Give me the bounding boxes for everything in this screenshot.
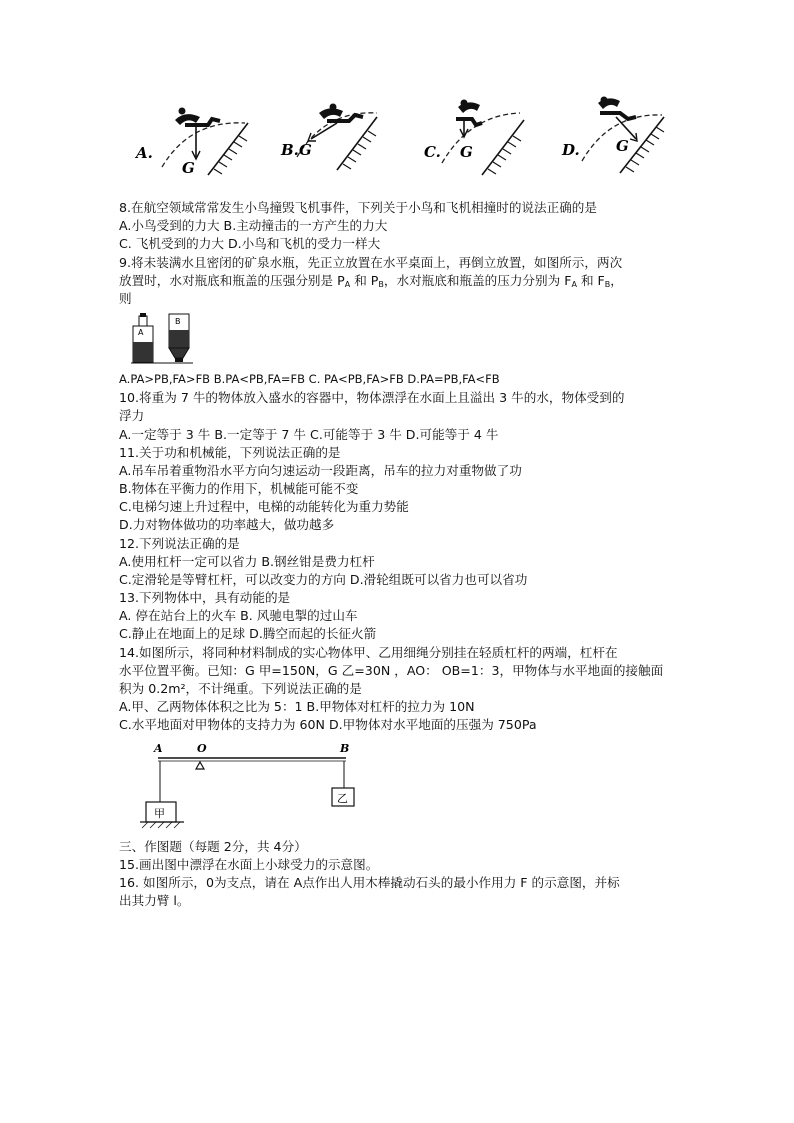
q11-stem: 11.关于功和机械能，下列说法正确的是 bbox=[119, 445, 341, 460]
q11-option-a: A.吊车吊着重物沿水平方向匀速运动一段距离，吊车的拉力对重物做了功 bbox=[119, 463, 522, 478]
q9-line3: 则 bbox=[119, 291, 132, 306]
lever-point-a: A bbox=[154, 742, 163, 755]
q9-line2: 放置时，水对瓶底和瓶盖的压强分别是 $P_A$ 和 $P_B$，水对瓶底和瓶盖的压力分别为 $F_A$ 和 $F_B$， bbox=[119, 273, 623, 289]
q13-options-cd: C.静止在地面上的足球 D.腾空而起的长征火箭 bbox=[119, 626, 377, 641]
q8-stem: 8.在航空领域常常发生小鸟撞毁飞机事件，下列关于小鸟和飞机相撞时的说法正确的是 bbox=[119, 200, 597, 215]
panel-d-letter: D. bbox=[562, 141, 580, 159]
q14-line2: 水平位置平衡。已知：G 甲=150N，G 乙=30N ，AO： OB=1：3，甲物体与水平地面的接触面 bbox=[119, 663, 664, 678]
q11-option-b: B.物体在平衡力的作用下，机械能可能不变 bbox=[119, 481, 359, 496]
q13-options-ab: A. 停在站台上的火车 B. 风驰电掣的过山车 bbox=[119, 608, 358, 623]
skier-panel-d bbox=[561, 97, 664, 174]
q14-line3: 积为 0.2m²，不计绳重。下列说法正确的是 bbox=[119, 681, 362, 696]
q14-line1: 14.如图所示，将同种材料制成的实心物体甲、乙用细绳分别挂在轻质杠杆的两端，杠杆在 bbox=[119, 645, 618, 660]
q9-line1: 9.将未装满水且密闭的矿泉水瓶，先正立放置在水平桌面上，再倒立放置，如图所示，两次 bbox=[119, 255, 623, 270]
q12-options-cd: C.定滑轮是等臂杠杆，可以改变力的方向 D.滑轮组既可以省力也可以省功 bbox=[119, 572, 528, 587]
bottles-svg bbox=[131, 312, 193, 366]
q12-options-ab: A.使用杠杆一定可以省力 B.钢丝钳是费力杠杆 bbox=[119, 554, 375, 569]
skier-figure-svg bbox=[130, 95, 670, 185]
skier-panel-c bbox=[424, 100, 524, 176]
lever-figure bbox=[140, 738, 380, 834]
q16-line2: 出其力臂 l。 bbox=[119, 893, 190, 908]
panel-a-force: G bbox=[182, 159, 195, 177]
lever-svg bbox=[140, 738, 380, 834]
box-yi-label: 乙 bbox=[337, 792, 348, 805]
q10-options: A.一定等于 3 牛 B.一定等于 7 牛 C.可能等于 3 牛 D.可能等于 4 牛 bbox=[119, 427, 499, 442]
q13-stem: 13.下列物体中，具有动能的是 bbox=[119, 590, 291, 605]
q9-options: A.PA>PB,FA>FB B.PA<PB,FA=FB C. PA<PB,FA>FB D.PA=PB,FA<FB bbox=[119, 372, 500, 386]
q12-stem: 12.下列说法正确的是 bbox=[119, 536, 240, 551]
panel-a-letter: A. bbox=[136, 144, 153, 162]
section3-title: 三、作图题（每题 2分，共 4分） bbox=[119, 839, 307, 854]
skier-panel-b bbox=[280, 104, 377, 171]
q8-options-cd: C. 飞机受到的力大 D.小鸟和飞机的受力一样大 bbox=[119, 236, 381, 251]
panel-d-force: G bbox=[616, 137, 629, 155]
bottles-figure bbox=[131, 312, 193, 366]
bottle-a-label: A bbox=[138, 328, 144, 337]
q16-line1: 16. 如图所示，0为支点，请在 A点作出人用木棒撬动石头的最小作用力 F 的示意图，并标 bbox=[119, 875, 620, 890]
q8-options-ab: A.小鸟受到的力大 B.主动撞击的一方产生的力大 bbox=[119, 218, 388, 233]
q14-options-cd: C.水平地面对甲物体的支持力为 60N D.甲物体对水平地面的压强为 750Pa bbox=[119, 717, 537, 732]
q10-line2: 浮力 bbox=[119, 408, 145, 423]
q11-option-d: D.力对物体做功的功率越大，做功越多 bbox=[119, 517, 335, 532]
q10-line1: 10.将重为 7 牛的物体放入盛水的容器中，物体漂浮在水面上且溢出 3 牛的水，物体受到的 bbox=[119, 390, 625, 405]
skier-figure bbox=[130, 95, 670, 185]
panel-b-letter: B. bbox=[281, 141, 299, 159]
panel-b-force: G bbox=[299, 141, 312, 159]
box-jia-label: 甲 bbox=[154, 807, 165, 820]
skier-panel-a bbox=[134, 108, 248, 178]
bottle-b-label: B bbox=[175, 317, 181, 326]
panel-c-letter: C. bbox=[424, 143, 441, 161]
panel-c-force: G bbox=[460, 143, 473, 161]
q11-option-c: C.电梯匀速上升过程中，电梯的动能转化为重力势能 bbox=[119, 499, 409, 514]
lever-point-o: O bbox=[197, 742, 207, 755]
lever-point-b: B bbox=[340, 742, 350, 755]
q15-text: 15.画出图中漂浮在水面上小球受力的示意图。 bbox=[119, 857, 379, 872]
q14-options-ab: A.甲、乙两物体体积之比为 5：1 B.甲物体对杠杆的拉力为 10N bbox=[119, 699, 475, 714]
